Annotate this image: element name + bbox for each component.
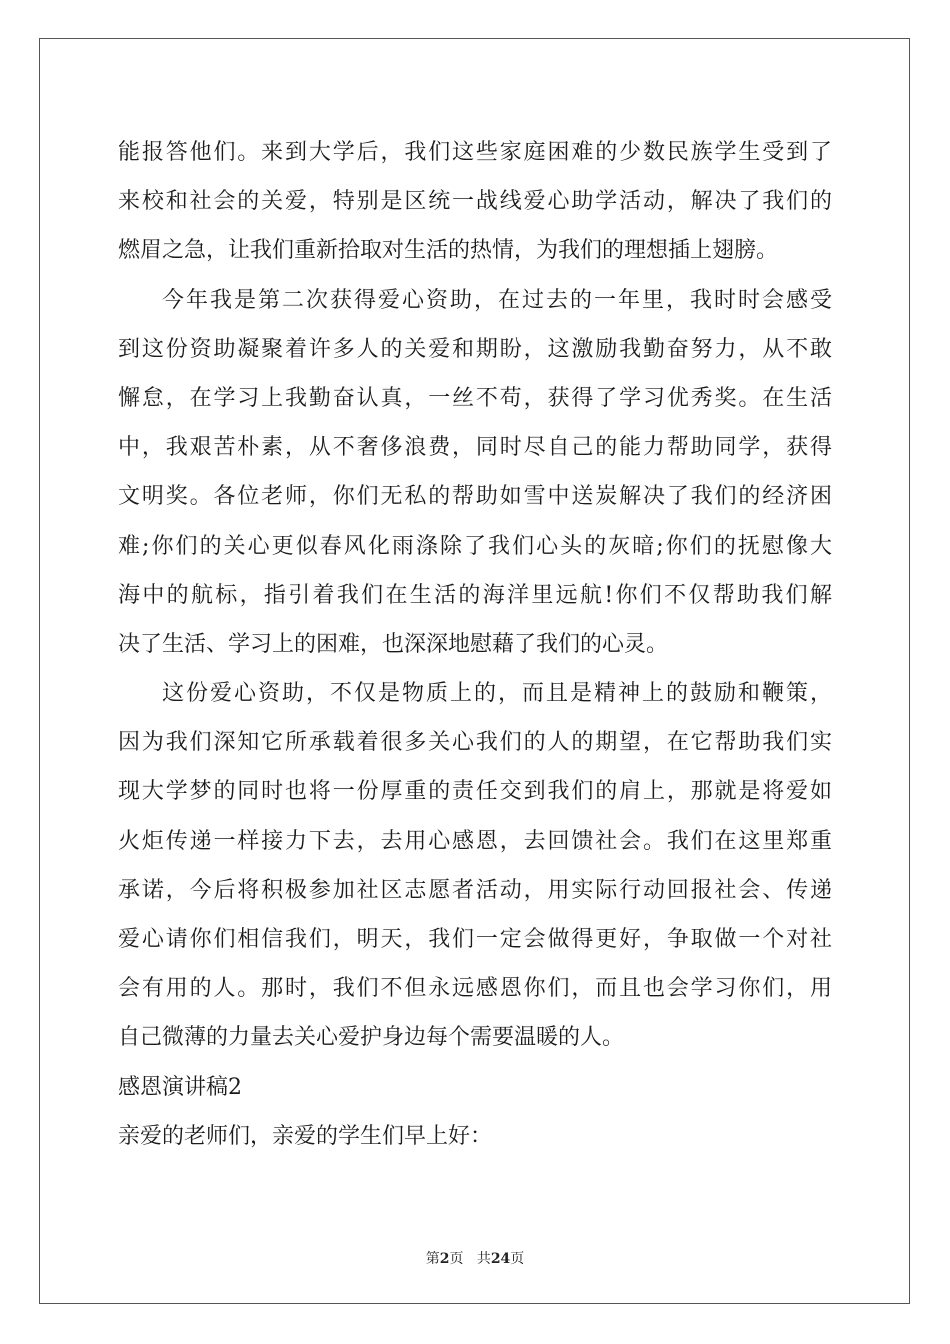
text-line: 燃眉之急，让我们重新拾取对生活的热情，为我们的理想插上翅膀。 — [118, 238, 779, 264]
text-line: 到这份资助凝聚着许多人的关爱和期盼，这激励我勤奋努力，从不敢 — [118, 336, 832, 362]
text-line: 决了生活、学习上的困难，也深深地慰藉了我们的心灵。 — [118, 631, 669, 657]
text-line: 海中的航标，指引着我们在生活的海洋里远航!你们不仅帮助我们解 — [118, 582, 832, 608]
text-line: 来校和社会的关爱，特别是区统一战线爱心助学活动，解决了我们的 — [118, 189, 832, 215]
page-label-prefix: 第 — [425, 1251, 440, 1267]
text-line: 今年我是第二次获得爱心资助，在过去的一年里，我时时会感受 — [162, 287, 832, 313]
page-footer — [0, 1248, 950, 1268]
text-line: 难;你们的关心更似春风化雨涤除了我们心头的灰暗;你们的抚慰像大 — [118, 533, 832, 559]
total-pages: 24 — [490, 1251, 511, 1267]
document-body — [118, 128, 832, 1161]
text-line: 自己微薄的力量去关心爱护身边每个需要温暖的人。 — [118, 1025, 625, 1051]
text-line: 感恩演讲稿2 — [118, 1074, 242, 1100]
text-line: 承诺，今后将积极参加社区志愿者活动，用实际行动回报社会、传递 — [118, 877, 832, 903]
page-number: 2 — [439, 1251, 450, 1267]
page-label-suffix: 页 — [449, 1251, 464, 1267]
text-line: 会有用的人。那时，我们不但永远感恩你们，而且也会学习你们，用 — [118, 976, 832, 1002]
text-line: 现大学梦的同时也将一份厚重的责任交到我们的肩上，那就是将爱如 — [118, 779, 832, 805]
total-label-suffix: 页 — [510, 1251, 525, 1267]
total-label-prefix: 共 — [476, 1251, 491, 1267]
text-line: 懈怠，在学习上我勤奋认真，一丝不苟，获得了学习优秀奖。在生活 — [118, 385, 832, 411]
text-line: 文明奖。各位老师，你们无私的帮助如雪中送炭解决了我们的经济困 — [118, 484, 832, 510]
text-line: 能报答他们。来到大学后，我们这些家庭困难的少数民族学生受到了 — [118, 140, 832, 165]
text-line: 火炬传递一样接力下去，去用心感恩，去回馈社会。我们在这里郑重 — [118, 828, 832, 854]
text-line: 爱心请你们相信我们，明天，我们一定会做得更好，争取做一个对社 — [118, 927, 832, 952]
text-line: 中，我艰苦朴素，从不奢侈浪费，同时尽自己的能力帮助同学，获得 — [118, 435, 832, 461]
text-line: 亲爱的老师们，亲爱的学生们早上好： — [118, 1123, 493, 1149]
text-line: 这份爱心资助，不仅是物质上的，而且是精神上的鼓励和鞭策， — [162, 681, 832, 707]
text-line: 因为我们深知它所承载着很多关心我们的人的期望，在它帮助我们实 — [118, 730, 832, 756]
